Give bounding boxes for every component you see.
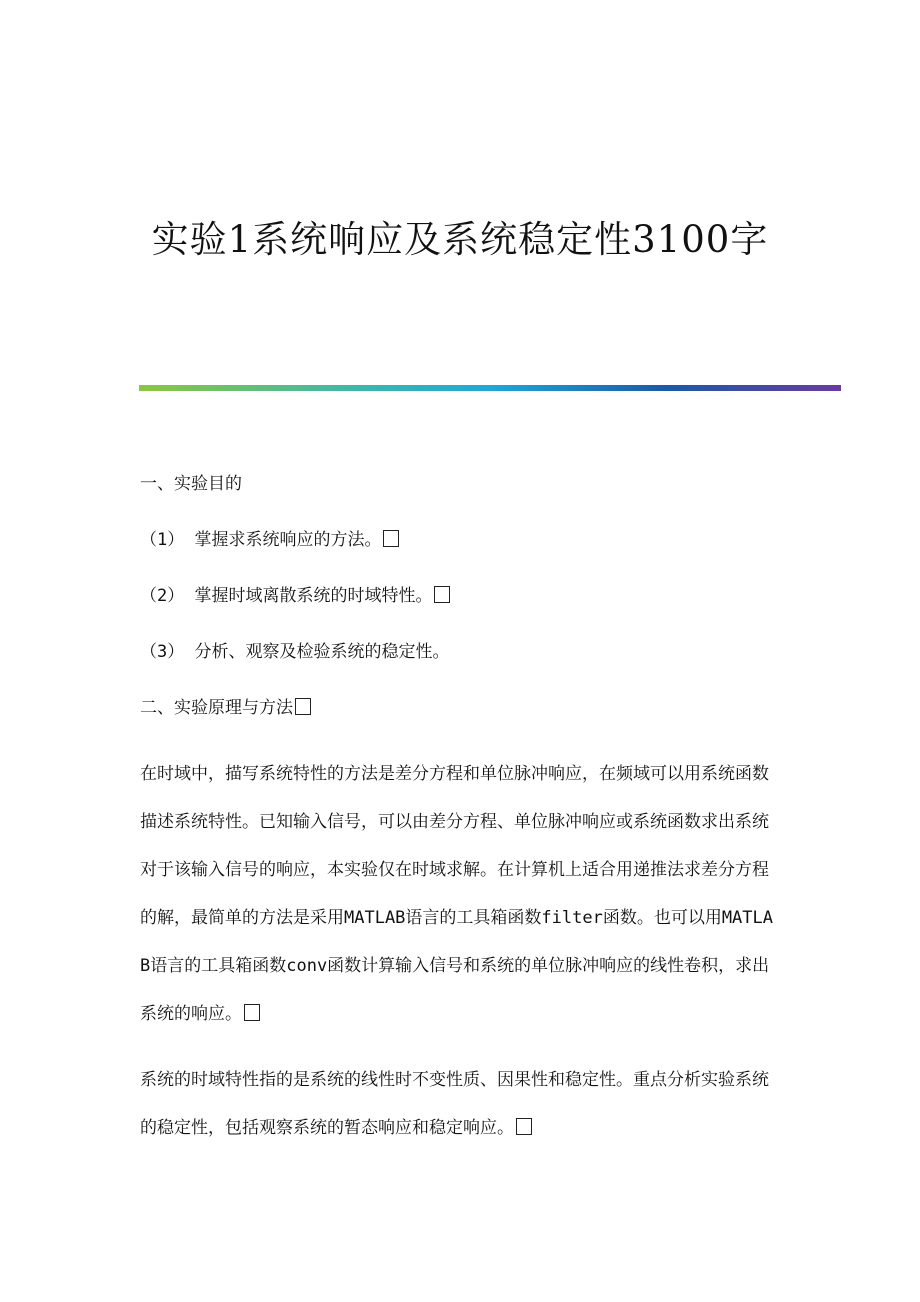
placeholder-box-icon bbox=[244, 1004, 260, 1021]
placeholder-box-icon bbox=[295, 698, 311, 715]
placeholder-box-icon bbox=[383, 530, 399, 547]
list-item bbox=[140, 638, 780, 666]
document-body bbox=[140, 470, 780, 1170]
placeholder-box-icon bbox=[516, 1118, 532, 1135]
section-heading-text: 二、实验原理与方法 bbox=[140, 698, 293, 718]
placeholder-box-icon bbox=[434, 586, 450, 603]
paragraph-text: 在时域中，描写系统特性的方法是差分方程和单位脉冲响应，在频域可以用系统函数描述系统特性。已知输入信号，可以由差分方程、单位脉冲响应或系统函数求出系统对于该输入信号的响应，本实验仅在时域求解。在计算机上适合用递推法求差分方程的解，最简单的方法是采用MATLAB语言的工具箱函数filter函数。也可以用MATLAB语言的工具箱函数conv函数计算输入信号和系统的单位脉冲响应的线性卷积，求出系统的响应。 bbox=[140, 764, 773, 1024]
section-heading-objectives bbox=[140, 470, 780, 498]
list-item bbox=[140, 526, 780, 554]
paragraph bbox=[140, 1056, 780, 1152]
title-divider bbox=[139, 385, 841, 391]
paragraph-text: 系统的时域特性指的是系统的线性时不变性质、因果性和稳定性。重点分析实验系统的稳定性，包括观察系统的暂态响应和稳定响应。 bbox=[140, 1070, 769, 1138]
list-item bbox=[140, 582, 780, 610]
list-item-text: （1） 掌握求系统响应的方法。 bbox=[140, 530, 382, 550]
section-heading-text: 一、实验目的 bbox=[140, 474, 242, 494]
document-title: 实验1系统响应及系统稳定性3100字 bbox=[151, 218, 769, 261]
list-item-text: （2） 掌握时域离散系统的时域特性。 bbox=[140, 586, 433, 606]
paragraph bbox=[140, 750, 780, 1038]
list-item-text: （3） 分析、观察及检验系统的稳定性。 bbox=[140, 642, 450, 662]
section-heading-principles bbox=[140, 694, 780, 722]
